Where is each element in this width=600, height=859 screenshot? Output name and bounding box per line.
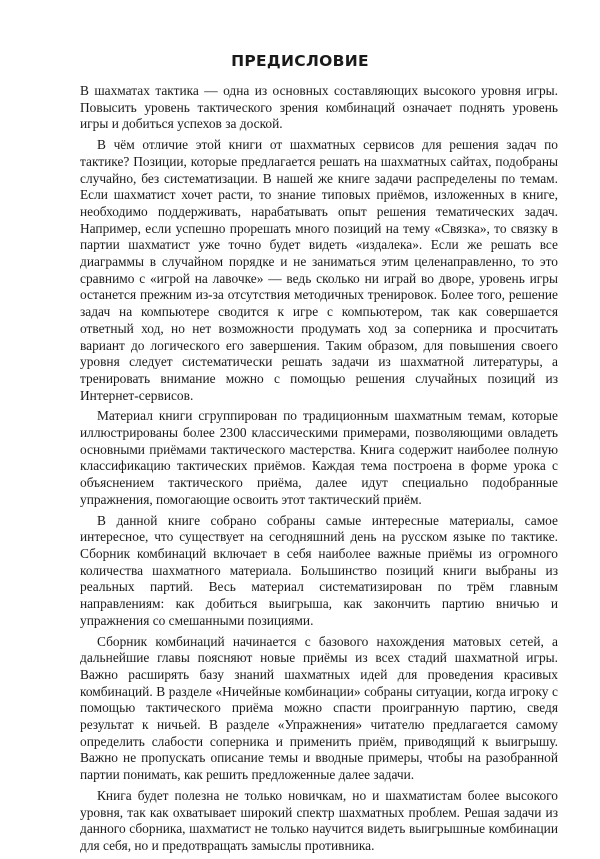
- page-title: ПРЕДИСЛОВИЕ: [231, 52, 369, 70]
- paragraph-6: Книга будет полезна не только новичкам, но и шахматистам более высокого уровня, так как охватывает широкий спектр шахматных проблем. Решая задачи из данного сборника, шахматист не только научится видеть выигрышные комбинации для себя, но и предотвращать замыслы противника.: [80, 787, 558, 853]
- preface-body: [80, 83, 558, 859]
- paragraph-4: В данной книге собрано собраны самые интересные материалы, самое интересное, что существует на сегодняшний день на русском языке по тактике. Сборник комбинаций включает в себя наиболее важные приёмы из огромного количества шахматного материала. Большинство позиций книги выбраны из реальных партий. Весь материал систематизирован по трём главным направлениям: как добиться выигрыша, как закончить партию вничью и упражнения со смешанными позициями.: [80, 512, 558, 628]
- paragraph-1: В шахматах тактика — одна из основных составляющих высокого уровня игры. Повысить уровень тактического зрения комбинаций означает поднять уровень игры и добиться успехов за доской.: [80, 83, 558, 132]
- paragraph-3: Материал книги сгруппирован по традиционным шахматным темам, которые иллюстрированы более 2300 классическими примерами, позволяющими овладеть основными приёмами тактического мастерства. Книга содержит наиболее полную классификацию тактических приёмов. Каждая тема построена в форме урока с объяснением тактического приёма, далее идут специально подобранные упражнения, помогающие освоить этот тактический приём.: [80, 408, 558, 507]
- paragraph-2: В чём отличие этой книги от шахматных сервисов для решения задач по тактике? Позиции, которые предлагается решать на шахматных сайтах, подобраны случайно, без систематизации. В нашей же книге задачи распределены по темам. Если шахматист хочет расти, то знание типовых приёмов, изложенных в книге, необходимо поддерживать, нарабатывать опыт решения тематических задач. Например, если успешно прорешать много позиций на тему «Связка», то связку в партии шахматист уже точно будет видеть «издалека». Если же решать все диаграммы в случайном порядке и не заниматься этим целенаправленно, то это сравнимо с «игрой на лавочке» — ведь сколько ни играй во дворе, уровень игры останется прежним из-за отсутствия методичных тренировок. Более того, решение задач на компьютере сводится к игре с компьютером, так как совершается ответный ход, но нет возможности продумать ход за соперника и просчитать вариант до логического его завершения. Таким образом, для повышения своего уровня следует систематически решать задачи из шахматной литературы, а тренировать внимание можно с помощью решения случайных позиций из Интернет-сервисов.: [80, 137, 558, 403]
- paragraph-5: Сборник комбинаций начинается с базового нахождения матовых сетей, а дальнейшие главы поясняют новые приёмы из всех стадий шахматной игры. Важно расширять базу знаний шахматных идей для проведения красивых комбинаций. В разделе «Ничейные комбинации» собраны ситуации, когда игроку с помощью тактического приёма можно спасти проигранную партию, сведя результат к ничьей. В разделе «Упражнения» читателю предлагается самому определить слабости соперника и применить приём, приводящий к выигрышу. Важно не пропускать описание темы и вводные примеры, чтобы на разобранной партии понимать, как решить предложенные далее задачи.: [80, 633, 558, 783]
